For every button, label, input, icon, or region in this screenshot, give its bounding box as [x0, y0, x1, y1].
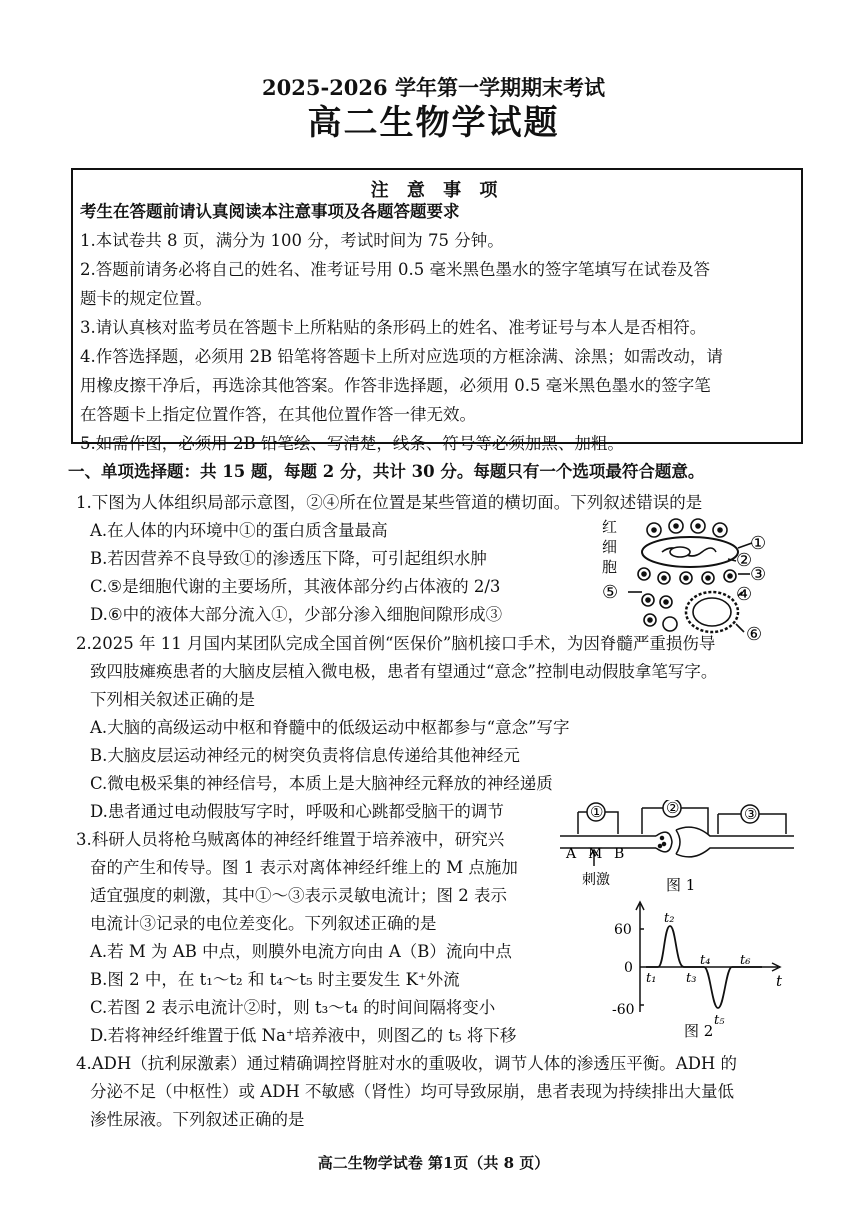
point-m: M	[588, 846, 603, 862]
t3-label: t₃	[686, 971, 697, 986]
notice-item: 题卡的规定位置。	[80, 289, 212, 308]
label-2: ②	[736, 550, 753, 571]
label-1: ①	[750, 533, 767, 554]
q3-option-b: B.图 2 中，在 t₁～t₂ 和 t₄～t₅ 时主要发生 K⁺外流	[90, 970, 460, 989]
q3-stem-line: 奋的产生和传导。图 1 表示对离体神经纤维上的 M 点施加	[90, 858, 518, 877]
q1-option-c: C.⑤是细胞代谢的主要场所，其液体部分约占体液的 2/3	[90, 577, 501, 596]
label-cell: 胞	[602, 558, 618, 576]
label-thin: 细	[602, 538, 618, 556]
t5-label: t₅	[714, 1013, 725, 1028]
q3-option-c: C.若图 2 表示电流计②时，则 t₃～t₄ 的时间间隔将变小	[90, 998, 496, 1017]
notice-subtitle: 考生在答题前请认真阅读本注意事项及各题答题要求	[80, 202, 460, 221]
potential-graph	[612, 900, 792, 1040]
q1-stem: 1.下图为人体组织局部示意图，②④所在位置是某些管道的横切面。下列叙述错误的是	[76, 493, 703, 512]
notice-item: 3.请认真核对监考员在答题卡上所粘贴的条形码上的姓名、准考证号与本人是否相符。	[80, 318, 707, 337]
y-tick-60: 60	[614, 922, 632, 938]
label-red: 红	[602, 518, 618, 536]
label-4: ④	[736, 584, 753, 605]
q2-stem-line: 下列相关叙述正确的是	[90, 690, 255, 709]
x-axis-label: t	[776, 972, 783, 990]
q4-stem-line: 分泌不足（中枢性）或 ADH 不敏感（肾性）均可导致尿崩，患者表现为持续排出大量低	[90, 1082, 735, 1101]
point-a: A	[566, 846, 577, 862]
q3-option-a: A.若 M 为 AB 中点，则膜外电流方向由 A（B）流向中点	[90, 942, 512, 961]
notice-item: 2.答题前请务必将自己的姓名、准考证号用 0.5 毫米黑色墨水的签字笔填写在试卷及答	[80, 260, 710, 279]
q2-option-b: B.大脑皮层运动神经元的树突负责将信息传递给其他神经元	[90, 746, 520, 765]
figure-2-caption: 图 2	[684, 1022, 714, 1040]
q1-option-b: B.若因营养不良导致①的渗透压下降，可引起组织水肿	[90, 549, 487, 568]
q3-stem-line: 适宜强度的刺激，其中①～③表示灵敏电流计；图 2 表示	[90, 886, 507, 905]
q2-option-d: D.患者通过电动假肢写字时，呼吸和心跳都受脑干的调节	[90, 802, 504, 821]
stimulus-label: 刺激	[582, 872, 610, 888]
q2-option-a: A.大脑的高级运动中枢和脊髓中的低级运动中枢都参与“意念”写字	[90, 718, 570, 737]
figure-1-caption: 图 1	[666, 876, 696, 894]
y-tick-0: 0	[624, 960, 633, 976]
t1-label: t₁	[646, 971, 657, 986]
section-heading: 一、单项选择题：共 15 题，每题 2 分，共计 30 分。每题只有一个选项最符合题意。	[68, 462, 705, 481]
page-footer: 高二生物学试卷 第1页（共 8 页）	[317, 1154, 550, 1172]
notice-title: 注 意 事 项	[370, 180, 504, 201]
notice-item: 在答题卡上指定位置作答，在其他位置作答一律无效。	[80, 405, 476, 424]
q3-stem-line: 3.科研人员将枪乌贼离体的神经纤维置于培养液中，研究兴	[76, 830, 505, 849]
gauge-2-label: ②	[666, 800, 680, 817]
t4-label: t₄	[700, 953, 711, 968]
q1-option-d: D.⑥中的液体大部分流入①，少部分渗入细胞间隙形成③	[90, 605, 503, 624]
label-3: ③	[750, 564, 767, 585]
t2-label: t₂	[664, 911, 675, 926]
q4-stem-line: 4.ADH（抗利尿激素）通过精确调控肾脏对水的重吸收，调节人体的渗透压平衡。ADH 的	[76, 1054, 738, 1073]
q2-option-c: C.微电极采集的神经信号，本质上是大脑神经元释放的神经递质	[90, 774, 553, 793]
label-6: ⑥	[746, 624, 763, 645]
notice-item: 4.作答选择题，必须用 2B 铅笔将答题卡上所对应选项的方框涂满、涂黑；如需改动，请	[80, 347, 723, 366]
y-tick-neg60: -60	[612, 1002, 635, 1018]
nerve-fiber-figure	[558, 800, 798, 900]
point-b: B	[614, 846, 625, 862]
q4-stem-line: 渗性尿液。下列叙述正确的是	[90, 1110, 305, 1129]
gauge-1-label: ①	[590, 803, 604, 821]
notice-item: 用橡皮擦干净后，再选涂其他答案。作答非选择题，必须用 0.5 毫米黑色墨水的签字笔	[80, 376, 711, 395]
t6-label: t₆	[740, 953, 751, 968]
exam-title: 2025-2026 学年第一学期期末考试	[262, 75, 605, 100]
notice-item: 1.本试卷共 8 页，满分为 100 分，考试时间为 75 分钟。	[80, 231, 504, 250]
label-5: ⑤	[602, 582, 619, 603]
q3-stem-line: 电流计③记录的电位差变化。下列叙述正确的是	[90, 914, 437, 933]
q2-stem-line: 2.2025 年 11 月国内某团队完成全国首例“医保价”脑机接口手术，为因脊髓严重损伤导	[76, 634, 716, 653]
q2-stem-line: 致四肢瘫痪患者的大脑皮层植入微电极，患者有望通过“意念”控制电动假肢拿笔写字。	[90, 662, 718, 681]
tissue-diagram	[600, 512, 790, 647]
paper-title: 高二生物学试题	[307, 103, 560, 143]
q1-option-a: A.在人体的内环境中①的蛋白质含量最高	[90, 521, 388, 540]
gauge-3-label: ③	[744, 805, 758, 823]
q3-option-d: D.若将神经纤维置于低 Na⁺培养液中，则图乙的 t₅ 将下移	[90, 1026, 517, 1045]
notice-item: 5.如需作图，必须用 2B 铅笔绘、写清楚，线条、符号等必须加黑、加粗。	[80, 434, 624, 453]
